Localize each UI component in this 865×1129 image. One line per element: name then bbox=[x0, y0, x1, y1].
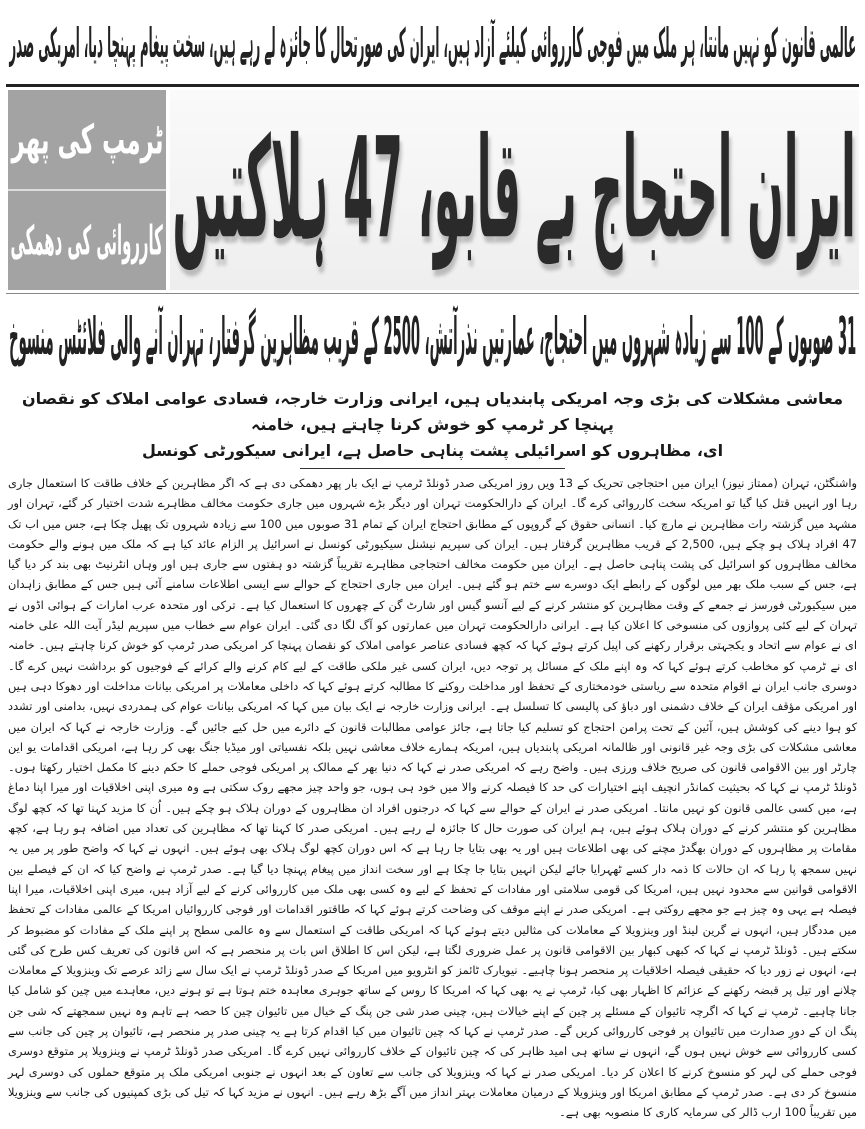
top-headline bbox=[6, 8, 859, 82]
secondary-headline-line: معاشی مشکلات کی بڑی وجہ امریکی پابندیاں ہیں، ایرانی وزارت خارجہ، فسادی عوامی املاک کو نقصان پہنچا کر ٹرمپ کو خوش کرنا چاہتے ہیں، خامنہ bbox=[22, 389, 843, 434]
article-text: واشنگٹن، تہران (ممتاز نیوز) ایران میں احتجاجی تحریک کے 13 ویں روز امریکی صدر ڈونلڈ ٹرمپ نے ایک بار پھر دھمکی دی ہے کہ اگر مظاہرین کے خلاف طاقت کا استعمال جاری رہا اور انہیں قتل کیا گیا تو امریکہ سخت کارروائی کرے گا۔ ایران کے دارالحکومت تہران اور دیگر بڑے شہروں میں جاری حکومت مخالف مظاہرے شدت اختیار کر گئے، تہران اور مشہد میں گزشتہ رات مظاہرین نے مارچ کیا۔ انسانی حقوق کے گروپوں کے مطابق احتجاج ایران کے تمام 31 صوبوں میں 100 سے زیادہ شہروں تک پھیل چکا ہے، جس میں اب تک 47 افراد ہلاک ہو چکے ہیں، 2,500 کے قریب مظاہرین گرفتار ہیں۔ ایران کی سپریم نیشنل سیکیورٹی کونسل نے اسرائیل پر الزام عائد کیا ہے کہ ملک میں ہونے والے حکومت مخالف مظاہروں کو اسرائیل کی پشت پناہی حاصل ہے۔ ایران میں حکومت مخالف احتجاجی مظاہرے تقریباً گزشتہ دو ہفتوں سے جاری ہیں اور وہاں انٹرنیٹ بھی بند کر دیا گیا ہے، جس کے سبب ملک بھر میں لوگوں کے رابطے ایک دوسرے سے ختم ہو گئے ہیں۔ ایران میں جاری احتجاج کے حوالے سے ایسی اطلاعات سامنے آئی ہیں جس کے مطابق زاہدان میں سیکیورٹی فورسز نے جمعے کے وقت مظاہرین کو منتشر کرنے کے لیے آنسو گیس اور شارٹ گن کے چھروں کا استعمال کیا ہے۔ ترکی اور متحدہ عرب امارات کے ہوائی اڈوں نے تہران کے لیے کئی پروازوں کی منسوخی کا اعلان کیا ہے۔ ایرانی دارالحکومت تہران میں عمارتوں کو آگ لگا دی گئی۔ ایران عوام سے خطاب میں سپریم لیڈر آیت اللہ علی خامنہ ای نے عوام سے اتحاد و یکجہتی برقرار رکھنے کی اپیل کرتے ہوئے کہا کہ کچھ فسادی عناصر عوامی املاک کو نقصان پہنچا کر امریکی صدر ٹرمپ کو خوش کرنا چاہتے ہیں۔ خامنہ ای نے ٹرمپ کو مخاطب کرتے ہوئے کہا کہ وہ اپنے ملک کے مسائل پر توجہ دیں، ایران کسی غیر ملکی طاقت کے لیے کام کرنے والے کرائے کے فوجیوں کو برداشت نہیں کرے گا۔ دوسری جانب ایران نے اقوام متحدہ سے ریاستی خودمختاری کے تحفظ اور مداخلت روکنے کا مطالبہ کرتے ہوئے کہا کہ داخلی معاملات پر امریکی بیانات مداخلت اور دھوکا دہی ہیں اور امریکی مؤقف ایران کے خلاف دشمنی اور دباؤ کی پالیسی کا تسلسل ہے۔ ایرانی وزارت خارجہ نے ایک بیان میں کہا کہ امریکی بیانات عوام کی ہمدردی نہیں، بدامنی اور تشدد کو ہوا دینے کی کوشش ہیں، آئین کے تحت پرامن احتجاج کو تسلیم کیا جاتا ہے، جائز عوامی مطالبات قانون کے دائرے میں حل کیے جائیں گے۔ وزارت خارجہ نے کہا کہ ایران میں معاشی مشکلات کی بڑی وجہ غیر قانونی اور ظالمانہ امریکی پابندیاں ہیں، امریکہ ہمارے خلاف معاشی نہیں بلکہ نفسیاتی اور میڈیا جنگ بھی کر رہا ہے، امریکی اقدامات یو این چارٹر اور بین الاقوامی قانون کی صریح خلاف ورزی ہیں۔ واضح رہے کہ امریکی صدر نے کہا کہ دنیا بھر کے ممالک پر امریکی فوجی حملے کا حکم دینے کا مکمل اختیار رکھتا ہوں۔ ڈونلڈ ٹرمپ نے کہا کہ بحیثیت کمانڈر انچیف اپنے اختیارات کی حد کا فیصلہ کرنے والا میں خود ہی ہوں، جو واحد چیز مجھے روک سکتی ہے وہ میری اپنی اخلاقیات اور میرا اپنا دماغ ہے، میں کسی عالمی قانون کو نہیں مانتا۔ امریکی صدر نے ایران کے حوالے سے کہا کہ درجنوں افراد ان مظاہروں کے دوران ہلاک ہو چکے ہیں۔ اُن کا مزید کہنا تھا کہ کچھ لوگ مظاہرین کو منتشر کرنے کے دوران ہلاک ہوئے ہیں، ہم ایران کی صورت حال کا جائزہ لے رہے ہیں۔ امریکی صدر کا کہنا تھا کہ مظاہرین کی تعداد میں اضافہ ہو رہا ہے، کچھ مقامات پر مظاہروں کے دوران بھگدڑ مچنے کی بھی اطلاعات ہیں اور یہ بھی بتایا جا رہا ہے کہ اس دوران کچھ لوگ ہلاک بھی ہوئے ہیں۔ انہوں نے کہا کہ واضح طور پر میں یہ نہیں سمجھ پا رہا کہ ان حالات کا ذمہ دار کسے ٹھہرایا جائے لیکن انہیں بتایا جا چکا ہے اور سخت انداز میں پیغام پہنچا دیا گیا ہے۔ صدر ٹرمپ نے واضح کیا کہ ان کے فیصلے بین الاقوامی قوانین سے محدود نہیں ہیں، امریکا کی قومی سلامتی اور مفادات کے تحفظ کے لیے وہ کسی بھی ملک میں کارروائی کرنے کے لیے آزاد ہیں، میری اپنی اخلاقیات، میرا اپنا فیصلہ ہے یہی وہ چیز ہے جو مجھے روکتی ہے۔ امریکی صدر نے اپنے موقف کی وضاحت کرتے ہوئے کہا کہ طاقتور اقدامات اور فوجی کارروائیاں امریکا کے عالمی مفادات کے تحفظ میں مددگار ہیں، انہوں نے گرین لینڈ اور وینزویلا کے معاملات کی مثالیں دیتے ہوئے کہا کہ امریکی طاقت کے استعمال سے وہ عالمی سطح پر اپنے ملک کے مفادات کو مضبوط کر سکتے ہیں۔ ڈونلڈ ٹرمپ نے کہا کہ کبھی کبھار بین الاقوامی قانون پر عمل ضروری لگتا ہے، لیکن اس کا اطلاق اس بات پر منحصر ہے کہ اس قانون کی تعریف کس طرح کی گئی ہے، انہوں نے زور دیا کہ حقیقی فیصلہ اخلاقیات پر منحصر ہونا چاہیے۔ نیویارک ٹائمز کو انٹرویو میں امریکا کے صدر ڈونلڈ ٹرمپ نے ایک سال سے زائد عرصے تک وینزویلا کے معاملات چلانے اور تیل پر قبضہ رکھنے کے عزائم کا اظہار بھی کیا، ٹرمپ نے یہ بھی کہا کہ امریکا کا روس کے ساتھ جوہری معاہدہ ختم ہوتا ہے تو ہونے دیں، معاہدے میں چین کو شامل کیا جانا چاہیے۔ ٹرمپ نے کہا کہ اگرچہ تائیوان کے مسئلے پر چین کے اپنے خیالات ہیں، چینی صدر شی جن پنگ کے خیال میں تائیوان چین کا حصہ ہے تاہم وہ نہیں سمجھتے کہ شی جن پنگ ان کے دورِ صدارت میں تائیوان پر فوجی کارروائی کریں گے۔ صدر ٹرمپ نے کہا کہ چین تائیوان میں کیا اقدام کرتا ہے یہ چینی صدر پر منحصر ہے، تائیوان پر چین کی جانب سے کسی کارروائی سے خوش نہیں ہوں گے، انہوں نے ساتھ ہی امید ظاہر کی کہ چین تائیوان کے خلاف کارروائی نہیں کرے گا۔ امریکی صدر ڈونلڈ ٹرمپ نے وینزویلا پر متوقع دوسری فوجی حملے کی لہر کو منسوخ کرنے کا اعلان کر دیا۔ امریکی صدر نے کہا کہ وینزویلا کی جانب سے تعاون کے بعد انہوں نے جنوبی امریکی ملک پر متوقع حملوں کی دوسری لہر منسوخ کر دی ہے۔ صدر ٹرمپ کے مطابق امریکا اور وینزویلا کے درمیان معاملات بہتر انداز میں آگے بڑھ رہے ہیں۔ انہوں نے مزید کہا کہ تیل کی بڑی کمپنیوں کی جانب سے وینزویلا میں تقریباً 100 ارب ڈالر کی سرمایہ کاری کا منصوبہ بھی ہے۔ bbox=[8, 476, 857, 1120]
main-headline bbox=[170, 90, 859, 290]
article-body bbox=[8, 473, 857, 1123]
main-headline-band bbox=[6, 90, 859, 290]
secondary-headline bbox=[8, 386, 857, 464]
side-headline-box bbox=[8, 90, 166, 290]
divider bbox=[6, 293, 859, 294]
top-headline-text: عالمی قانون کو نہیں مانتا، ہر ملک میں فوجی کارروائی کیلئے آزاد ہیں، ایران کی صورتحال کا جائزہ لے رہے ہیں، سخت پیغام پہنچا دیا، امریکی صدر bbox=[9, 21, 856, 68]
divider bbox=[300, 468, 565, 469]
side-headline-line: کارروائی کی دھمکی bbox=[10, 216, 164, 265]
secondary-headline-line: ای، مظاہروں کو اسرائیلی پشت پناہی حاصل ہے، ایرانی سیکورٹی کونسل bbox=[141, 441, 724, 460]
sub-headline-text: 31 صوبوں کے 100 سے زیادہ شہروں میں احتجاج، عمارتیں نذرآتش، 2500 کے قریب مظاہرین گرفتار، تہران آنے والی فلائٹس منسوخ bbox=[8, 308, 857, 368]
sub-headline bbox=[6, 298, 859, 380]
side-headline-line: ٹرمپ کی پھر bbox=[11, 115, 163, 164]
main-headline-text: ایران احتجاج بے قابو، 47 ہلاکتیں bbox=[172, 108, 857, 270]
divider bbox=[6, 84, 859, 87]
